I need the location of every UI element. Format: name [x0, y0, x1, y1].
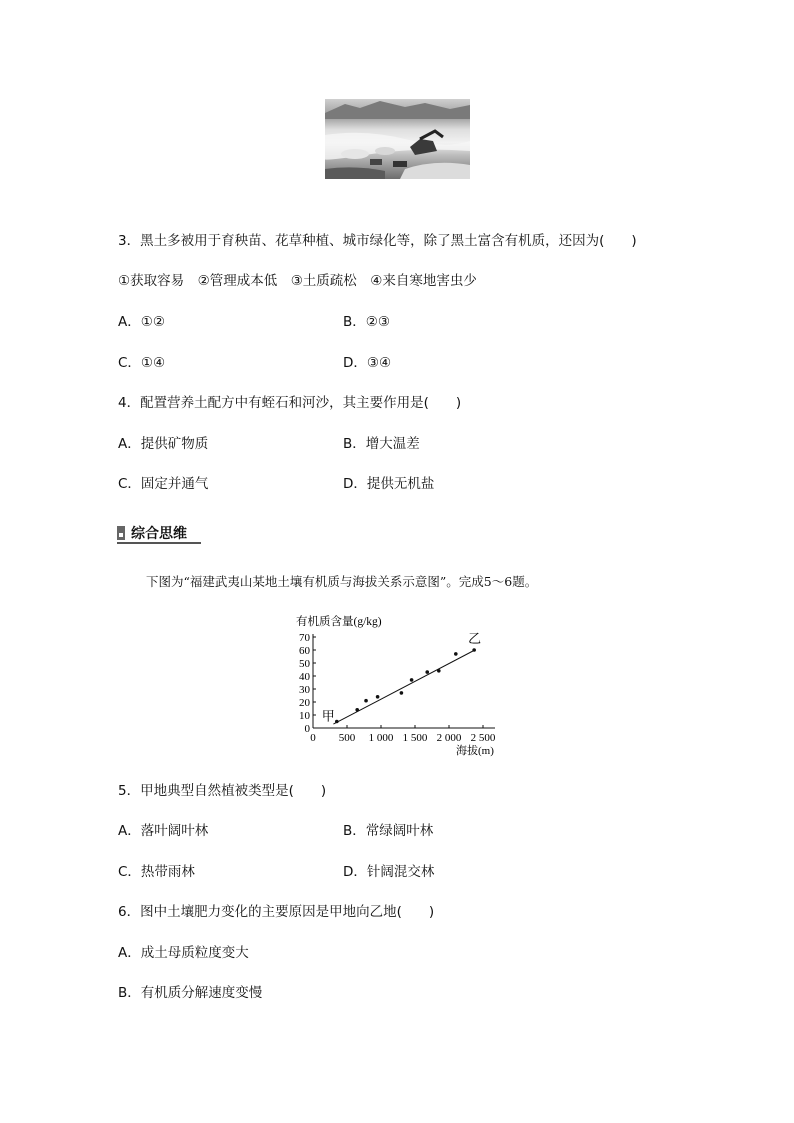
question-6-stem: 6．图中土壤肥力变化的主要原因是甲地向乙地( )	[118, 904, 435, 920]
question-4-option-c[interactable]: C．固定并通气	[118, 476, 209, 492]
section-marker-icon	[117, 526, 125, 540]
chart-x-axis-label: 海拔(m)	[456, 745, 494, 757]
chart-y-tick-label: 10	[299, 710, 310, 722]
chart-data-point	[335, 720, 339, 724]
question-6-option-a[interactable]: A．成土母质粒度变大	[118, 945, 249, 961]
chart-x-tick-label: 1 000	[368, 732, 394, 744]
chart-x-tick-label: 2 500	[470, 732, 496, 744]
question-5-option-a[interactable]: A．落叶阔叶林	[118, 823, 209, 839]
question-4-stem: 4．配置营养土配方中有蛭石和河沙，其主要作用是( )	[118, 395, 462, 411]
question-4-option-d[interactable]: D．提供无机盐	[343, 476, 435, 492]
section-header	[117, 522, 187, 544]
question-5-stem: 5．甲地典型自然植被类型是( )	[118, 783, 327, 799]
question-3-option-d[interactable]: D．③④	[343, 355, 392, 371]
chart-data-point	[454, 652, 458, 656]
question-3-choices: ①获取容易 ②管理成本低 ③土质疏松 ④来自寒地害虫少	[118, 273, 477, 289]
question-3-option-a[interactable]: A．①②	[118, 314, 165, 330]
chart-annotation-yi: 乙	[468, 631, 482, 646]
chart-x-tick-label: 500	[338, 732, 356, 744]
chart-data-point	[425, 670, 429, 674]
section-title: 综合思维	[131, 526, 187, 542]
chart-y-tick-label: 40	[299, 671, 310, 683]
chart-y-tick-label: 0	[304, 723, 310, 735]
chart-x-tick-label: 2 000	[436, 732, 462, 744]
question-6-option-b[interactable]: B．有机质分解速度变慢	[118, 985, 263, 1001]
question-5-option-d[interactable]: D．针阔混交林	[343, 864, 435, 880]
question-3-option-c[interactable]: C．①④	[118, 355, 166, 371]
chart-data-point	[437, 669, 441, 673]
chart-y-tick-label: 60	[299, 645, 310, 657]
question-4-option-a[interactable]: A．提供矿物质	[118, 436, 209, 452]
chart-data-point	[355, 708, 359, 712]
question-3-stem: 3．黑土多被用于育秧苗、花草种植、城市绿化等，除了黑土富含有机质，还因为( )	[118, 233, 637, 249]
section-underline	[117, 542, 201, 544]
question-5-option-c[interactable]: C．热带雨林	[118, 864, 195, 880]
chart-data-point	[364, 699, 368, 703]
question-3-option-b[interactable]: B．②③	[343, 314, 390, 330]
chart-trend-line	[333, 650, 474, 724]
chart-intro: 下图为“福建武夷山某地土壤有机质与海拔关系示意图”。完成5～6题。	[146, 574, 538, 589]
chart-y-tick-label: 50	[299, 658, 310, 670]
chart-y-tick-label: 30	[299, 684, 310, 696]
chart-data-point	[376, 695, 380, 699]
black-soil-photo	[325, 99, 470, 179]
question-4-option-b[interactable]: B．增大温差	[343, 436, 420, 452]
chart-y-tick-label: 20	[299, 697, 310, 709]
chart-y-axis-label: 有机质含量(g/kg)	[296, 616, 382, 628]
chart-data-point	[400, 691, 404, 695]
question-5-option-b[interactable]: B．常绿阔叶林	[343, 823, 434, 839]
chart-x-tick-label: 0	[310, 732, 316, 744]
chart-data-point	[410, 678, 414, 682]
chart-y-tick-label: 70	[299, 632, 310, 644]
organic-matter-altitude-chart	[290, 612, 510, 757]
chart-x-tick-label: 1 500	[402, 732, 428, 744]
chart-data-point	[472, 648, 476, 652]
chart-annotation-jia: 甲	[321, 708, 335, 724]
